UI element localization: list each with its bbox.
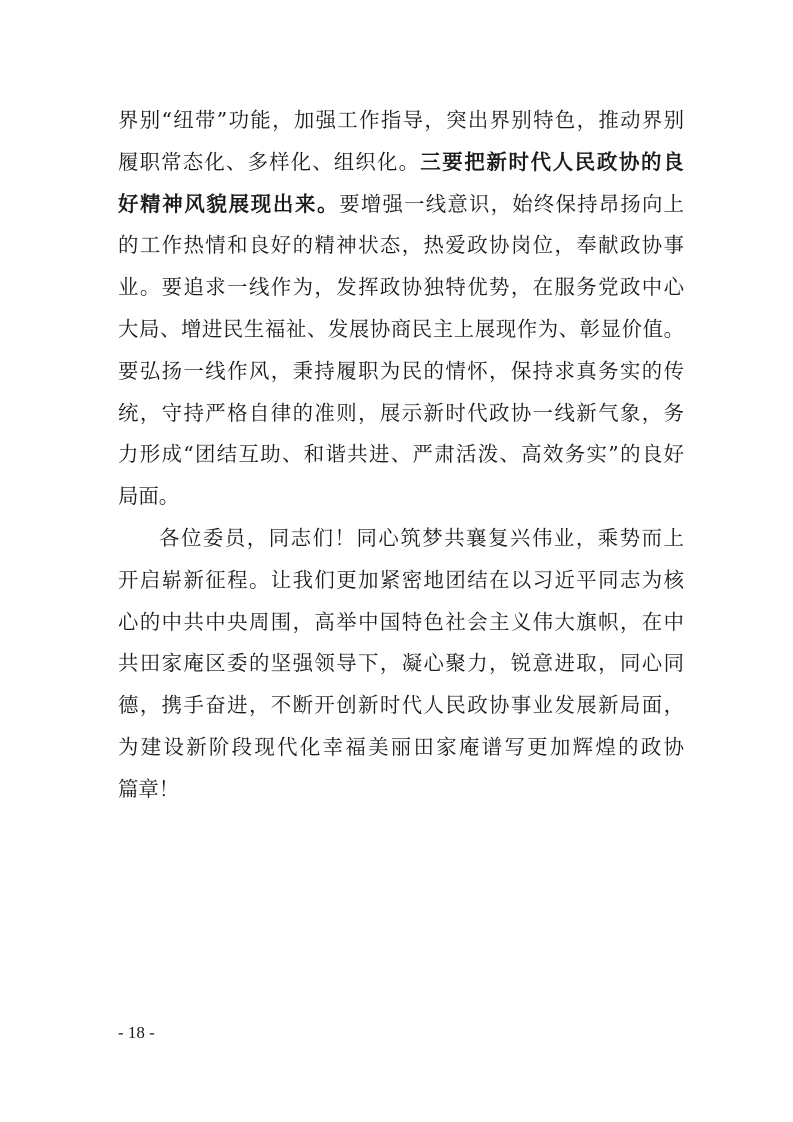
paragraph-line: 大局、增进民生福祉、发展协商民主上展现作为、彰显价值。	[118, 316, 684, 341]
paragraph-line: 统，守持严格自律的准则，展示新时代政协一线新气象，务	[118, 400, 684, 425]
paragraph-line: 局面。	[118, 484, 180, 509]
paragraph-2	[118, 518, 684, 811]
emphasis-text: 好精神风貌展现出来。	[118, 191, 340, 216]
paragraph-line	[118, 184, 684, 226]
paragraph-line: 篇章！	[118, 776, 180, 801]
paragraph-line: 为建设新阶段现代化幸福美丽田家庵谱写更加辉煌的政协	[118, 734, 684, 759]
paragraph-line	[118, 142, 684, 184]
text-run: 要增强一线意识，始终保持昂扬向上	[339, 191, 685, 216]
paragraph-line: 各位委员，同志们！同心筑梦共襄复兴伟业，乘势而上	[159, 525, 684, 550]
paragraph-line: 开启崭新征程。让我们更加紧密地团结在以习近平同志为核	[118, 567, 684, 592]
paragraph-line: 德，携手奋进，不断开创新时代人民政协事业发展新局面，	[118, 693, 684, 718]
body-text	[118, 100, 684, 811]
paragraph-line: 界别“纽带”功能，加强工作指导，突出界别特色，推动界别	[118, 108, 684, 132]
paragraph-1	[118, 100, 684, 518]
paragraph-line: 共田家庵区委的坚强领导下，凝心聚力，锐意进取，同心同	[118, 651, 684, 676]
emphasis-text: 三要把新时代人民政协的良	[420, 149, 685, 174]
text-run: 履职常态化、多样化、组织化。	[118, 149, 421, 174]
page-number: - 18 -	[118, 1023, 155, 1042]
paragraph-line: 力形成“团结互助、和谐共进、严肃活泼、高效务实”的良好	[118, 442, 684, 467]
paragraph-line: 的工作热情和良好的精神状态，热爱政协岗位，奉献政协事	[118, 233, 684, 258]
paragraph-line: 心的中共中央周围，高举中国特色社会主义伟大旗帜，在中	[118, 609, 684, 634]
paragraph-line: 要弘扬一线作风，秉持履职为民的情怀，保持求真务实的传	[118, 358, 684, 383]
paragraph-line: 业。要追求一线作为，发挥政协独特优势，在服务党政中心	[118, 275, 684, 300]
